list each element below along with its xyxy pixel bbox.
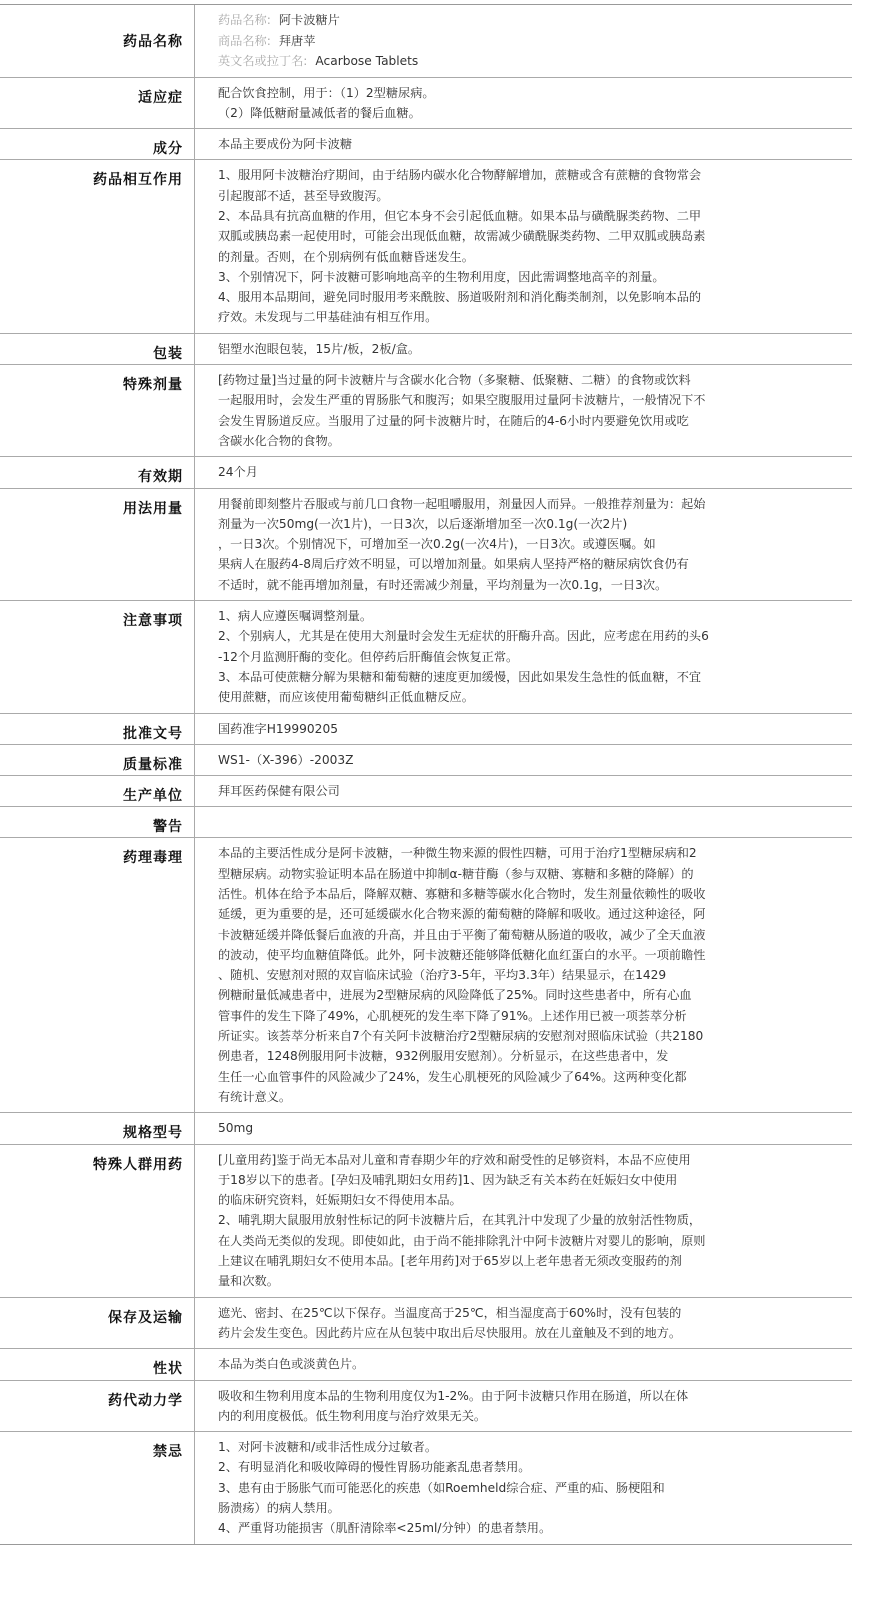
value-line: 、随机、安慰剂对照的双盲临床试验（治疗3-5年，平均3.3年）结果显示，在1429: [218, 968, 667, 983]
value-line: 遮光、密封、在25℃以下保存。当温度高于25℃，相当湿度高于60%时，没有包装的: [218, 1305, 682, 1320]
value-line: 的波动，使平均血糖值降低。此外，阿卡波糖还能够降低糖化血红蛋白的水平。一项前瞻性: [218, 947, 706, 962]
row-label: 注意事项: [0, 601, 195, 712]
row-value: [195, 457, 852, 487]
row-value: [195, 334, 852, 364]
value-line: 使用蔗糖，而应该使用葡萄糖纠正低血糖反应。: [218, 690, 474, 705]
row-value: [195, 838, 852, 1112]
info-row: [0, 776, 852, 807]
row-label: 适应症: [0, 78, 195, 129]
value-line: 双胍或胰岛素一起使用时，可能会出现低血糖，故需减少磺酰脲类药物、二甲双胍或胰岛素: [218, 229, 706, 244]
value-line: 量和次数。: [218, 1274, 279, 1289]
value-line: 卡波糖延缓并降低餐后血液的升高，并且由于平衡了葡萄糖从肠道的吸收，减少了全天血液: [218, 927, 706, 942]
value-line: 配合饮食控制，用于：（1）2型糖尿病。: [218, 85, 435, 100]
value-line: 3、个别情况下，阿卡波糖可影响地高辛的生物利用度，因此需调整地高辛的剂量。: [218, 269, 665, 284]
value-line: 一起服用时，会发生严重的胃肠胀气和腹泻；如果空腹服用过量阿卡波糖片，一般情况下不: [218, 393, 706, 408]
row-label: 用法用量: [0, 489, 195, 600]
row-value: [195, 129, 852, 159]
value-line: 不适时，就不能再增加剂量，有时还需减少剂量，平均剂量为一次0.1g，一日3次。: [218, 577, 668, 592]
info-row: [0, 5, 852, 78]
drug-info-table: [0, 4, 852, 1545]
row-value: [195, 1349, 852, 1379]
value-line: （2）降低糖耐量减低者的餐后血糖。: [218, 105, 421, 120]
value-line: 3、患有由于肠胀气而可能恶化的疾患（如Roemheld综合症、严重的疝、肠梗阻和: [218, 1480, 665, 1495]
info-row: [0, 489, 852, 601]
info-row: [0, 129, 852, 160]
value-line: 的临床研究资料，妊娠期妇女不得使用本品。: [218, 1193, 462, 1208]
value-line: 吸收和生物利用度本品的生物利用度仅为1-2%。由于阿卡波糖只作用在肠道，所以在体: [218, 1388, 689, 1403]
info-row: [0, 714, 852, 745]
value-line: 4、严重肾功能损害（肌酐清除率<25ml/分钟）的患者禁用。: [218, 1521, 552, 1536]
name-line: [218, 31, 834, 52]
row-value: [195, 160, 852, 332]
row-label: 规格型号: [0, 1113, 195, 1143]
value-line: 2、哺乳期大鼠服用放射性标记的阿卡波糖片后，在其乳汁中发现了少量的放射活性物质，: [218, 1213, 702, 1228]
value-line: 用餐前即刻整片吞服或与前几口食物一起咀嚼服用，剂量因人而异。一般推荐剂量为：起始: [218, 496, 706, 511]
row-label: 保存及运输: [0, 1298, 195, 1349]
row-value: [195, 365, 852, 456]
value-line: 生任一心血管事件的风险减少了24%，发生心肌梗死的风险减少了64%。这两种变化都: [218, 1069, 687, 1084]
row-label: 批准文号: [0, 714, 195, 744]
row-value: [195, 489, 852, 600]
row-value: [195, 807, 852, 837]
value-line: 剂量为一次50mg(一次1片)，一日3次，以后逐渐增加至一次0.1g(一次2片): [218, 516, 628, 531]
info-row: [0, 838, 852, 1113]
row-value: [195, 601, 852, 712]
row-label: 药品相互作用: [0, 160, 195, 332]
name-key: 商品名称:: [218, 33, 271, 48]
value-line: -12个月监测肝酶的变化。但停药后肝酶值会恢复正常。: [218, 649, 519, 664]
name-line: [218, 51, 834, 72]
value-line: 2、本品具有抗高血糖的作用，但它本身不会引起低血糖。如果本品与磺酰脲类药物、二甲: [218, 208, 702, 223]
value-line: 型糖尿病。动物实验证明本品在肠道中抑制α-糖苷酶（参与双糖、寡糖和多糖的降解）的: [218, 866, 694, 881]
value-line: [儿童用药]鉴于尚无本品对儿童和青春期少年的疗效和耐受性的足够资料，本品不应使用: [218, 1152, 691, 1167]
info-row: [0, 745, 852, 776]
value-line: 1、病人应遵医嘱调整剂量。: [218, 609, 373, 624]
row-value: [195, 1113, 852, 1143]
row-value: [195, 714, 852, 744]
row-value: [195, 776, 852, 806]
value-line: 例糖耐量低减患者中，进展为2型糖尿病的风险降低了25%。同时这些患者中，所有心血: [218, 988, 692, 1003]
value-line: [药物过量]当过量的阿卡波糖片与含碳水化合物（多聚糖、低聚糖、二糖）的食物或饮料: [218, 373, 691, 388]
value-line: 果病人在服药4-8周后疗效不明显，可以增加剂量。如果病人坚持严格的糖尿病饮食仍有: [218, 557, 689, 572]
value-line: 的剂量。否则，在个别病例有低血糖昏迷发生。: [218, 249, 474, 264]
value-line: 例患者，1248例服用阿卡波糖，932例服用安慰剂）。分析显示，在这些患者中，发: [218, 1049, 669, 1064]
value-line: 本品的主要活性成分是阿卡波糖，一种微生物来源的假性四糖，可用于治疗1型糖尿病和2: [218, 846, 697, 861]
value-line: 所证实。该荟萃分析来自7个有关阿卡波糖治疗2型糖尿病的安慰剂对照临床试验（共2180: [218, 1029, 704, 1044]
row-label: 包装: [0, 334, 195, 364]
value-line: 2、个别病人，尤其是在使用大剂量时会发生无症状的肝酶升高。因此，应考虑在用药的头6: [218, 629, 709, 644]
value-line: [218, 812, 834, 832]
row-label: 质量标准: [0, 745, 195, 775]
value-line: 拜耳医药保健有限公司: [218, 784, 340, 799]
info-row: [0, 1113, 852, 1144]
value-line: 1、服用阿卡波糖治疗期间，由于结肠内碳水化合物酵解增加，蔗糖或含有蔗糖的食物常会: [218, 168, 702, 183]
row-value: [195, 5, 852, 77]
value-line: 管事件的发生下降了49%，心肌梗死的发生率下降了91%。上述作用已被一项荟萃分析: [218, 1008, 687, 1023]
row-label: 警告: [0, 807, 195, 837]
value-line: WS1-（X-396）-2003Z: [218, 752, 354, 767]
name-key: 药品名称:: [218, 13, 271, 27]
row-label: 禁忌: [0, 1432, 195, 1543]
name-key: 英文名或拉丁名:: [218, 54, 308, 68]
value-line: 引起腹部不适，甚至导致腹泻。: [218, 188, 389, 203]
value-line: 含碳水化合物的食物。: [218, 433, 340, 448]
row-label: 药理毒理: [0, 838, 195, 1112]
value-line: 2、有明显消化和吸收障碍的慢性胃肠功能紊乱患者禁用。: [218, 1460, 531, 1475]
row-label: 药品名称: [0, 5, 195, 77]
info-row: [0, 1298, 852, 1350]
value-line: 铝塑水泡眼包装，15片/板，2板/盒。: [218, 341, 421, 356]
value-line: 上建议在哺乳期妇女不使用本品。[老年用药]对于65岁以上老年患者无须改变服药的剂: [218, 1254, 682, 1269]
value-line: 于18岁以下的患者。[孕妇及哺乳期妇女用药]1、因为缺乏有关本药在妊娠妇女中使用: [218, 1172, 678, 1187]
value-line: 本品主要成份为阿卡波糖: [218, 137, 353, 152]
name-value: Acarbose Tablets: [315, 54, 419, 68]
info-row: [0, 1349, 852, 1380]
value-line: 有统计意义。: [218, 1089, 292, 1104]
info-row: [0, 78, 852, 130]
value-line: 3、本品可使蔗糖分解为果糖和葡萄糖的速度更加缓慢，因此如果发生急性的低血糖，不宜: [218, 669, 702, 684]
info-row: [0, 334, 852, 365]
value-line: 会发生胃肠道反应。当服用了过量的阿卡波糖片时，在随后的4-6小时内要避免饮用或吃: [218, 413, 689, 428]
value-line: 1、对阿卡波糖和/或非活性成分过敏者。: [218, 1440, 438, 1455]
name-value: 阿卡波糖片: [278, 13, 340, 27]
info-row: [0, 807, 852, 838]
row-value: [195, 1432, 852, 1543]
info-row: [0, 1145, 852, 1298]
value-line: 内的利用度极低。低生物利用度与治疗效果无关。: [218, 1408, 487, 1423]
row-label: 有效期: [0, 457, 195, 487]
value-line: 延缓，更为重要的是，还可延缓碳水化合物来源的葡萄糖的降解和吸收。通过这种途径，阿: [218, 907, 706, 922]
value-line: 在人类尚无类似的发现。即使如此，由于尚不能排除乳汁中阿卡波糖片对婴儿的影响，原则: [218, 1233, 706, 1248]
row-value: [195, 1298, 852, 1349]
row-value: [195, 1381, 852, 1432]
value-line: 国药准字H19990205: [218, 721, 338, 736]
info-row: [0, 457, 852, 488]
row-label: 特殊剂量: [0, 365, 195, 456]
row-value: [195, 78, 852, 129]
info-row: [0, 1381, 852, 1433]
info-row: [0, 1432, 852, 1543]
row-label: 特殊人群用药: [0, 1145, 195, 1297]
row-label: 成分: [0, 129, 195, 159]
row-label: 生产单位: [0, 776, 195, 806]
row-label: 药代动力学: [0, 1381, 195, 1432]
value-line: 药片会发生变色。因此药片应在从包装中取出后尽快服用。放在儿童触及不到的地方。: [218, 1325, 682, 1340]
info-row: [0, 160, 852, 333]
value-line: 活性。机体在给予本品后，降解双糖、寡糖和多糖等碳水化合物时，发生剂量依赖性的吸收: [218, 887, 706, 901]
name-value: 拜唐苹: [278, 33, 316, 48]
name-line: [218, 10, 834, 31]
row-value: [195, 1145, 852, 1297]
value-line: 肠溃疡）的病人禁用。: [218, 1501, 340, 1516]
row-label: 性状: [0, 1349, 195, 1379]
value-line: 50mg: [218, 1121, 254, 1136]
value-line: 疗效。未发现与二甲基硅油有相互作用。: [218, 310, 438, 325]
value-line: 本品为类白色或淡黄色片。: [218, 1357, 365, 1372]
value-line: ，一日3次。个别情况下，可增加至一次0.2g(一次4片)，一日3次。或遵医嘱。如: [218, 537, 656, 552]
info-row: [0, 365, 852, 457]
info-row: [0, 601, 852, 713]
row-value: [195, 745, 852, 775]
value-line: 4、服用本品期间，避免同时服用考来酰胺、肠道吸附剂和消化酶类制剂，以免影响本品的: [218, 290, 702, 305]
value-line: 24个月: [218, 465, 258, 480]
